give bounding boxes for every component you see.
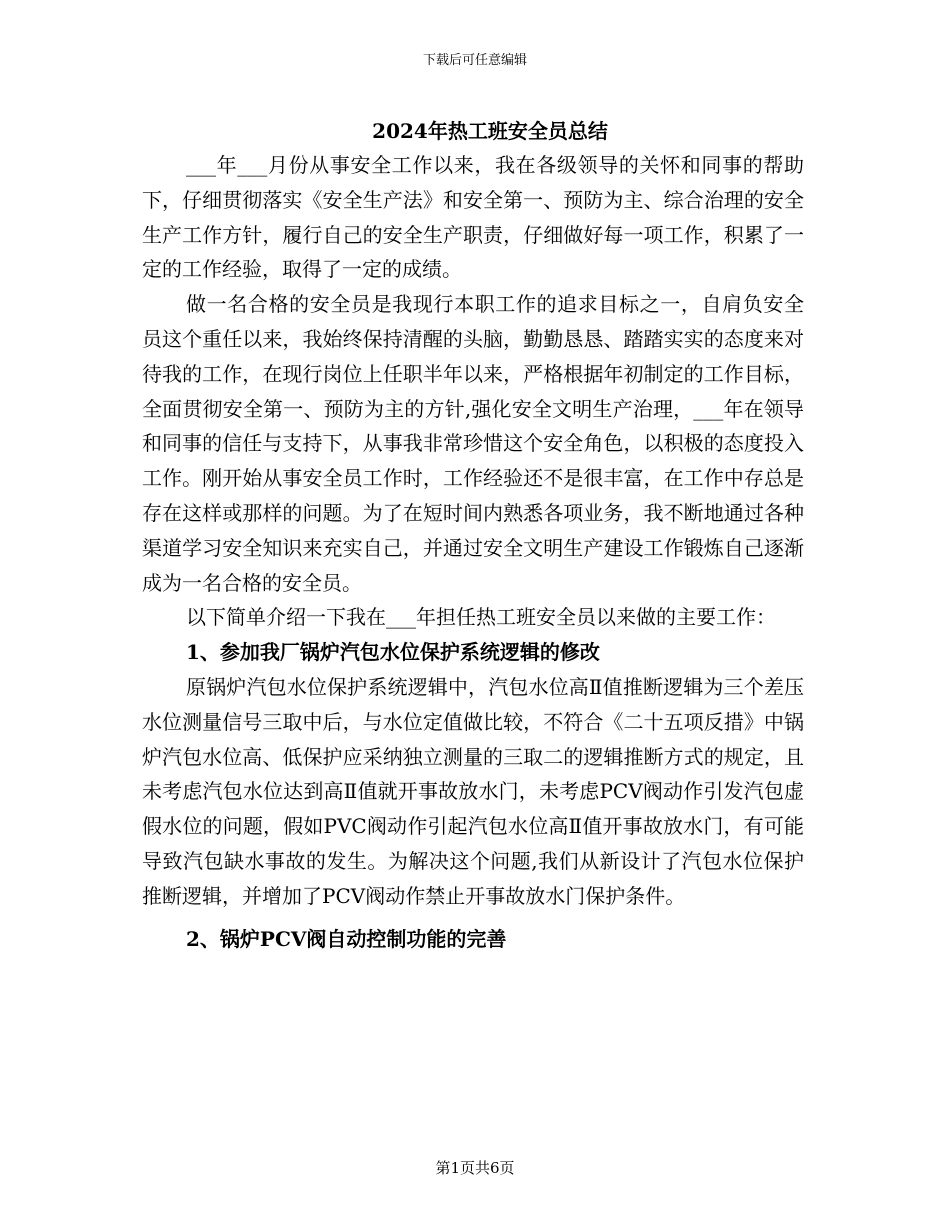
section-body-1: 原锅炉汽包水位保护系统逻辑中，汽包水位高Ⅱ值推断逻辑为三个差压水位测量信号三取中后，与水位定值做比较，不符合《二十五项反措》中锅炉汽包水位高、低保护应采纳独立测量的三取二的逻辑推断方式的规定，且未考虑汽包水位达到高Ⅱ值就开事故放水门，未考虑PCV阀动作引发汽包虚假水位的问题，假如PVC阀动作引起汽包水位高Ⅱ值开事故放水门，有可能导致汽包缺水事故的发生。为解决这个问题,我们从新设计了汽包水位保护推断逻辑，并增加了PCV阀动作禁止开事故放水门保护条件。 bbox=[142, 674, 804, 908]
section-heading-2: 2、锅炉PCV阀自动控制功能的完善 bbox=[186, 926, 507, 951]
document-body bbox=[142, 114, 804, 956]
page-number: 第1页共6页 bbox=[435, 1159, 515, 1177]
document-title: 2024年热工班安全员总结 bbox=[372, 119, 608, 143]
section-heading-1: 1、参加我厂锅炉汽包水位保护系统逻辑的修改 bbox=[186, 640, 600, 665]
paragraph-intro: ___年___月份从事安全工作以来，我在各级领导的关怀和同事的帮助下，仔细贯彻落实《安全生产法》和安全第一、预防为主、综合治理的安全生产工作方针，履行自己的安全生产职责，仔细做好每一项工作，积累了一定的工作经验，取得了一定的成绩。 bbox=[142, 153, 804, 282]
paragraph-role: 做一名合格的安全员是我现行本职工作的追求目标之一，自肩负安全员这个重任以来，我始终保持清醒的头脑，勤勤恳恳、踏踏实实的态度来对待我的工作，在现行岗位上任职半年以来，严格根据年初制定的工作目标，全面贯彻安全第一、预防为主的方针,强化安全文明生产治理，___年在领导和同事的信任与支持下，从事我非常珍惜这个安全角色，以积极的态度投入工作。刚开始从事安全员工作时，工作经验还不是很丰富，在工作中存总是存在这样或那样的问题。为了在短时间内熟悉各项业务，我不断地通过各种渠道学习安全知识来充实自己，并通过安全文明生产建设工作锻炼自己逐渐成为一名合格的安全员。 bbox=[142, 292, 804, 595]
paragraph-summary-lead: 以下简单介绍一下我在___年担任热工班安全员以来做的主要工作： bbox=[186, 605, 776, 630]
page-header-note: 下载后可任意编辑 bbox=[422, 53, 527, 68]
